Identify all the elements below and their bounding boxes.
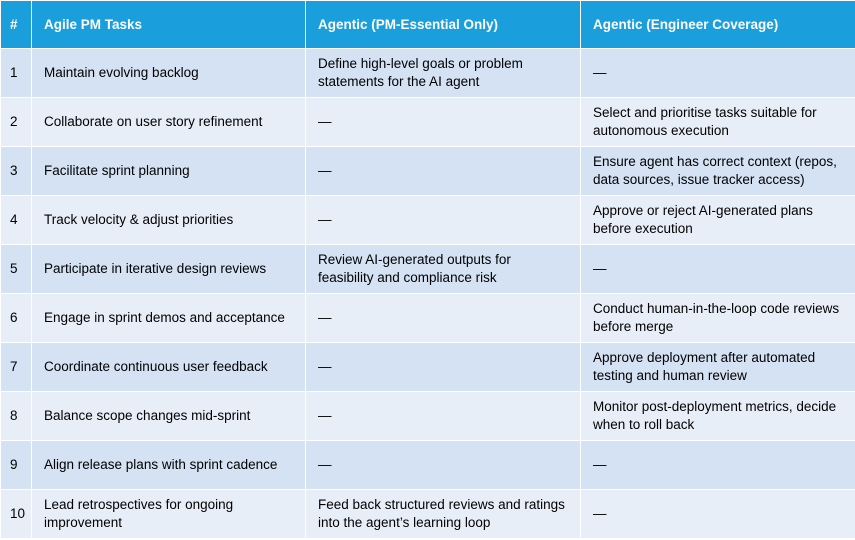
table-header	[1, 1, 855, 49]
agile-pm-task-cell: Lead retrospectives for ongoing improvement	[32, 490, 306, 539]
row-number-cell: 1	[1, 49, 32, 98]
agile-pm-task-cell: Collaborate on user story refinement	[32, 98, 306, 147]
agentic-pm-essential-cell: —	[306, 343, 581, 392]
agile-pm-task-cell: Coordinate continuous user feedback	[32, 343, 306, 392]
agile-pm-task-cell: Facilitate sprint planning	[32, 147, 306, 196]
agentic-pm-essential-cell: —	[306, 147, 581, 196]
table-row	[1, 98, 855, 147]
agentic-engineer-coverage-cell: —	[581, 490, 855, 539]
table-row	[1, 49, 855, 98]
row-number-cell: 8	[1, 392, 32, 441]
agile-pm-task-cell: Maintain evolving backlog	[32, 49, 306, 98]
table-body	[1, 49, 855, 539]
row-number-cell: 10	[1, 490, 32, 539]
agentic-engineer-coverage-cell: —	[581, 49, 855, 98]
agentic-engineer-coverage-cell: —	[581, 245, 855, 294]
row-number-cell: 7	[1, 343, 32, 392]
agentic-pm-essential-cell: —	[306, 294, 581, 343]
agentic-engineer-coverage-cell: Select and prioritise tasks suitable for autonomous execution	[581, 98, 855, 147]
header-agile-pm-tasks: Agile PM Tasks	[32, 1, 306, 49]
agentic-engineer-coverage-cell: Monitor post-deployment metrics, decide when to roll back	[581, 392, 855, 441]
table-row	[1, 343, 855, 392]
agentic-pm-essential-cell: —	[306, 441, 581, 490]
agentic-engineer-coverage-cell: Approve deployment after automated testing and human review	[581, 343, 855, 392]
header-agentic-engineer-coverage: Agentic (Engineer Coverage)	[581, 1, 855, 49]
agentic-engineer-coverage-cell: Conduct human-in-the-loop code reviews before merge	[581, 294, 855, 343]
agentic-pm-essential-cell: —	[306, 98, 581, 147]
table-row	[1, 147, 855, 196]
table-row	[1, 294, 855, 343]
table-row	[1, 441, 855, 490]
row-number-cell: 5	[1, 245, 32, 294]
row-number-cell: 2	[1, 98, 32, 147]
row-number-cell: 9	[1, 441, 32, 490]
header-number: #	[1, 1, 32, 49]
agile-pm-task-cell: Participate in iterative design reviews	[32, 245, 306, 294]
agentic-pm-essential-cell: —	[306, 392, 581, 441]
agentic-pm-essential-cell: —	[306, 196, 581, 245]
agentic-pm-essential-cell: Define high-level goals or problem statements for the AI agent	[306, 49, 581, 98]
agentic-pm-essential-cell: Review AI-generated outputs for feasibility and compliance risk	[306, 245, 581, 294]
table-row	[1, 196, 855, 245]
agentic-pm-essential-cell: Feed back structured reviews and ratings into the agent’s learning loop	[306, 490, 581, 539]
agentic-engineer-coverage-cell: Approve or reject AI-generated plans before execution	[581, 196, 855, 245]
table-row	[1, 392, 855, 441]
header-agentic-pm-essential: Agentic (PM-Essential Only)	[306, 1, 581, 49]
agile-pm-task-cell: Track velocity & adjust priorities	[32, 196, 306, 245]
table-row	[1, 490, 855, 539]
agile-pm-task-cell: Engage in sprint demos and acceptance	[32, 294, 306, 343]
row-number-cell: 3	[1, 147, 32, 196]
agile-pm-task-cell: Balance scope changes mid-sprint	[32, 392, 306, 441]
header-row	[1, 1, 855, 49]
row-number-cell: 4	[1, 196, 32, 245]
agentic-engineer-coverage-cell: —	[581, 441, 855, 490]
table-row	[1, 245, 855, 294]
agile-pm-task-cell: Align release plans with sprint cadence	[32, 441, 306, 490]
row-number-cell: 6	[1, 294, 32, 343]
agentic-engineer-coverage-cell: Ensure agent has correct context (repos, data sources, issue tracker access)	[581, 147, 855, 196]
